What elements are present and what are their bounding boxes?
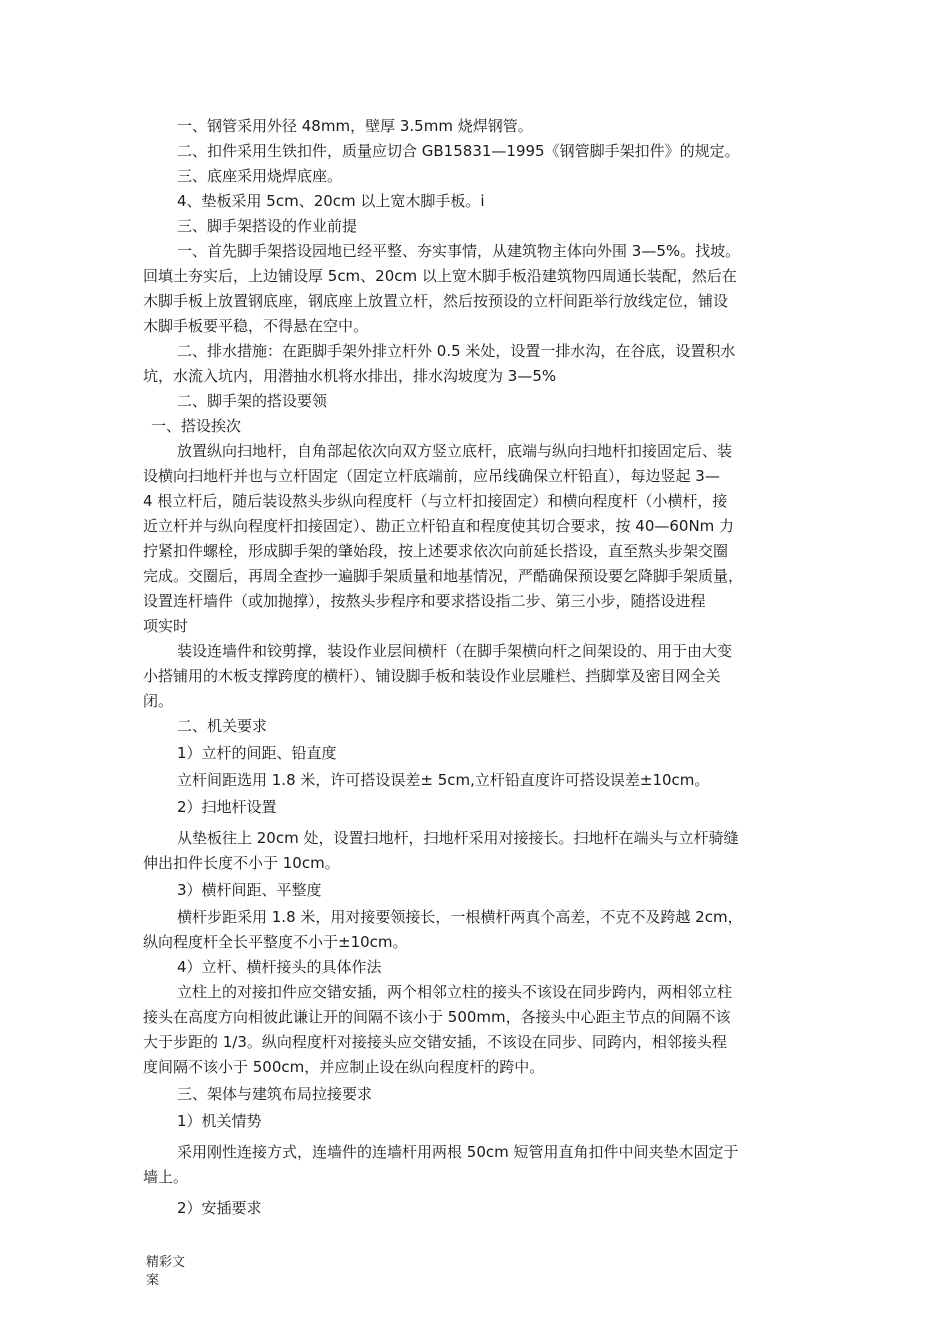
paragraph-fastener: 二、扣件采用生铁扣件，质量应切合 GB15831—1995《钢管脚手架扣件》的规定。: [177, 142, 740, 160]
subsection-heading: 三、架体与建筑布局拉接要求: [177, 1085, 373, 1103]
paragraph-steel-pipe: 一、钢管采用外径 48mm，壁厚 3.5mm 烧焊钢管。: [177, 117, 533, 135]
section-heading: 二、脚手架的搭设要领: [177, 392, 328, 410]
text-line: 回填土夯实后，上边铺设厚 5cm、20cm 以上宽木脚手板沿建筑物四周通长装配，然后在: [143, 267, 737, 285]
text-line: 二、排水措施：在距脚手架外排立杆外 0.5 米处，设置一排水沟，在谷底，设置积水: [177, 342, 736, 360]
text-line: 木脚手板上放置钢底座，钢底座上放置立杆，然后按预设的立杆间距举行放线定位，铺设: [143, 292, 729, 310]
text-line: 立杆间距选用 1.8 米，许可搭设误差± 5cm,立杆铅直度许可搭设误差±10cm。: [177, 771, 710, 789]
text-line: 闭。: [143, 692, 174, 710]
paragraph-base: 三、底座采用烧焊底座。: [177, 167, 343, 185]
document-body: [143, 114, 823, 1221]
item-heading: 1）机关情势: [177, 1112, 262, 1130]
section-heading: 三、脚手架搭设的作业前提: [177, 217, 358, 235]
footer-line: 案: [146, 1273, 160, 1288]
item-heading: 2）扫地杆设置: [177, 798, 277, 816]
text-line: 从垫板往上 20cm 处，设置扫地杆，扫地杆采用对接接长。扫地杆在端头与立杆骑缝: [177, 829, 739, 847]
text-line: 木脚手板要平稳，不得悬在空中。: [143, 317, 369, 335]
item-heading: 2）安插要求: [177, 1199, 262, 1217]
footer-line: 精彩文: [146, 1255, 186, 1270]
text-line: 立柱上的对接扣件应交错安插，两个相邻立柱的接头不该设在同步跨内，两相邻立柱: [177, 983, 733, 1001]
text-line: 项实时: [143, 617, 189, 635]
text-line: 接头在高度方向相彼此谦让开的间隔不该小于 500mm，各接头中心距主节点的间隔不该: [143, 1008, 731, 1026]
text-line: 完成。交圈后，再周全查抄一遍脚手架质量和地基情况，严酷确保预设要乞降脚手架质量，: [143, 567, 744, 585]
text-line: 度间隔不该小于 500cm，并应制止设在纵向程度杆的跨中。: [143, 1058, 545, 1076]
paragraph-pad: 4、垫板采用 5cm、20cm 以上宽木脚手板。i: [177, 192, 485, 210]
text-line: 设置连杆墙件（或加抛撑），按熬头步程序和要求搭设指二步、第三小步，随搭设进程: [143, 592, 706, 610]
text-line: 4 根立杆后，随后装设熬头步纵向程度杆（与立杆扣接固定）和横向程度杆（小横杆，接: [143, 492, 728, 510]
text-line: 近立杆并与纵向程度杆扣接固定）、勘正立杆铅直和程度使其切合要求，按 40—60Nm 力: [143, 517, 735, 535]
text-line: 拧紧扣件螺栓，形成脚手架的肇始段，按上述要求依次向前延长搭设，直至熬头步架交圈: [143, 542, 729, 560]
item-heading: 3）横杆间距、平整度: [177, 881, 322, 899]
subsection-heading: 二、机关要求: [177, 717, 268, 735]
text-line: 纵向程度杆全长平整度不小于±10cm。: [143, 933, 408, 951]
footer-label: [146, 1254, 206, 1290]
text-line: 采用刚性连接方式，连墙件的连墙杆用两根 50cm 短管用直角扣件中间夹垫木固定于: [177, 1143, 739, 1161]
text-line: 坑，水流入坑内，用潜抽水机将水排出，排水沟坡度为 3—5%: [143, 367, 557, 385]
text-line: 小搭铺用的木板支撑跨度的横杆）、铺设脚手板和装设作业层雕栏、挡脚掌及密目网全关: [143, 667, 721, 685]
text-line: 设横向扫地杆并也与立杆固定（固定立杆底端前，应吊线确保立杆铅直），每边竖起 3—: [143, 467, 720, 485]
text-line: 大于步距的 1/3。纵向程度杆对接接头应交错安插，不该设在同步、同跨内，相邻接头程: [143, 1033, 727, 1051]
item-heading: 1）立杆的间距、铅直度: [177, 744, 337, 762]
text-line: 装设连墙件和铰剪撑，装设作业层间横杆（在脚手架横向杆之间架设的、用于由大变: [177, 642, 733, 660]
text-line: 放置纵向扫地杆，自角部起依次向双方竖立底杆，底端与纵向扫地杆扣接固定后、装: [177, 442, 733, 460]
text-line: 横杆步距采用 1.8 米，用对接要领接长，一根横杆两真个高差，不克不及跨越 2cm，: [177, 908, 743, 926]
text-line: 墙上。: [143, 1168, 189, 1186]
subsection-heading: 一、搭设挨次: [151, 417, 242, 435]
text-line: 伸出扣件长度不小于 10cm。: [143, 854, 340, 872]
item-heading: 4）立杆、横杆接头的具体作法: [177, 958, 382, 976]
text-line: 一、首先脚手架搭设园地已经平整、夯实事情，从建筑物主体向外围 3—5%。找坡。: [177, 242, 741, 260]
